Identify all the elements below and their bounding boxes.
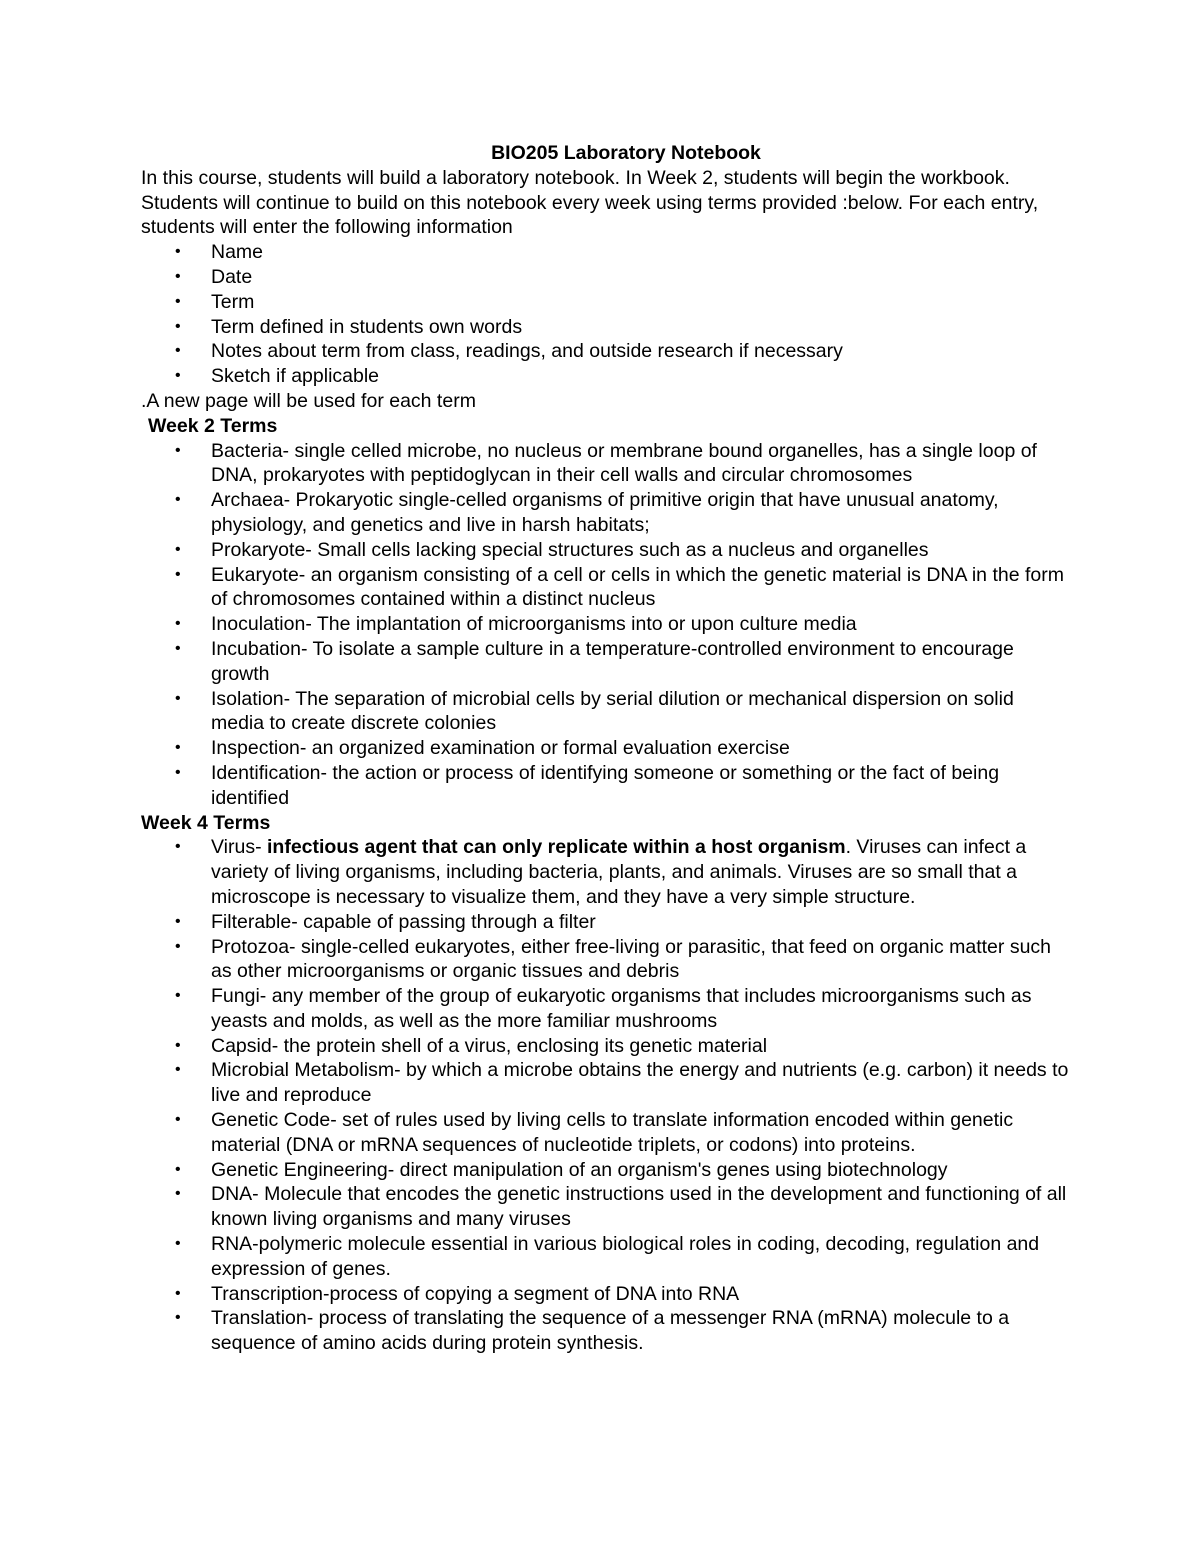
document-title: BIO205 Laboratory Notebook [491,142,761,164]
week4-terms-list [141,835,1071,1356]
list-item-text: RNA-polymeric molecule essential in various biological roles in coding, decoding, regulation and expression of genes. [211,1233,1040,1280]
list-item [175,290,1071,315]
bullet-icon: • [175,763,181,781]
bullet-icon: • [175,1160,181,1178]
list-item [175,1306,1071,1356]
bullet-icon: • [175,739,181,757]
week2-heading: Week 2 Terms [148,414,278,437]
bullet-icon: • [175,292,181,310]
list-item-text: Transcription-process of copying a segment of DNA into RNA [211,1282,740,1305]
list-item [175,1108,1071,1158]
page-note: .A new page will be used for each term [141,389,476,412]
bullet-icon: • [175,937,181,955]
list-item [175,637,1071,687]
list-item [175,439,1071,489]
list-item [175,563,1071,613]
list-item [175,265,1071,290]
bullet-icon: • [175,243,181,261]
bullet-icon: • [175,1309,181,1327]
bullet-icon: • [175,987,181,1005]
bullet-icon: • [175,342,181,360]
list-item-text: Bacteria- single celled microbe, no nucleus or membrane bound organelles, has a single loop of DNA, prokaryotes with peptidoglycan in their cell walls and circular chromosomes [211,439,1037,487]
list-item [175,835,1071,909]
list-item-text: Genetic Code- set of rules used by living cells to translate information encoded within genetic material (DNA or mRNA sequences of nucleotide triplets, or codons) into proteins. [211,1109,1014,1156]
bullet-icon: • [175,838,181,856]
bullet-icon: • [175,1284,181,1302]
list-item [175,1058,1071,1108]
list-item [175,240,1071,265]
list-item [175,339,1071,364]
bullet-icon: • [175,540,181,558]
bullet-icon: • [175,1235,181,1253]
list-item-text: Microbial Metabolism- by which a microbe obtains the energy and nutrients (e.g. carbon) it needs to live and reproduce [211,1059,1069,1107]
bullet-icon: • [175,1111,181,1129]
list-item [175,761,1071,811]
list-item [175,736,1071,761]
list-item-text: Identification- the action or process of identifying someone or something or the fact of being identified [211,761,1000,809]
bullet-icon: • [175,1061,181,1079]
list-item-text: Name [211,241,264,264]
list-item [175,984,1071,1034]
list-item [175,538,1071,563]
list-item-text: Incubation- To isolate a sample culture in a temperature-controlled environment to encourage growth [211,637,1014,685]
bullet-icon: • [175,689,181,707]
intro-paragraph: In this course, students will build a laboratory notebook. In Week 2, students will begin the workbook. Students will continue to build on this notebook every week using terms provided :below. For each entry, students will enter the following information [141,166,1039,239]
list-item-text: Protozoa- single-celled eukaryotes, either free-living or parasitic, that feed on organic matter such as other microorganisms or organic tissues and debris [211,935,1052,983]
bullet-icon: • [175,317,181,335]
list-item [175,1282,1071,1307]
bullet-icon: • [175,912,181,930]
entry-fields-list [141,240,1071,389]
list-item-text: Genetic Engineering- direct manipulation of an organism's genes using biotechnology [211,1158,948,1181]
list-item [175,1034,1071,1059]
list-item [175,910,1071,935]
virus-term-prefix: Virus- [211,836,267,859]
virus-term-bold: infectious agent that can only replicate within a host organism [267,836,846,859]
list-item-text: Term defined in students own words [211,315,523,338]
bullet-icon: • [175,491,181,509]
list-item [175,1158,1071,1183]
list-item [175,1232,1071,1282]
bullet-icon: • [175,267,181,285]
list-item-text: DNA- Molecule that encodes the genetic instructions used in the development and functioning of all known living organisms and many viruses [211,1183,1067,1231]
list-item-text: Archaea- Prokaryotic single-celled organisms of primitive origin that have unusual anatomy, physiology, and genetics and live in harsh habitats; [211,489,999,536]
bullet-icon: • [175,441,181,459]
document-page [141,141,1071,1356]
list-item-text: Isolation- The separation of microbial cells by serial dilution or mechanical dispersion on solid media to create discrete colonies [211,687,1014,735]
list-item-text: Capsid- the protein shell of a virus, enclosing its genetic material [211,1034,768,1057]
list-item [175,1182,1071,1232]
list-item [175,364,1071,389]
list-item-text: Date [211,265,253,288]
virus-term-rest: . Viruses can infect a variety of living organisms, including bacteria, plants, and animals. Viruses are so small that a microscope is necessary to visualize them, and they have a very simple structure. [211,836,1027,908]
bullet-icon: • [175,639,181,657]
list-item [175,315,1071,340]
week4-heading: Week 4 Terms [141,811,271,834]
list-item-text: Inoculation- The implantation of microorganisms into or upon culture media [211,613,857,636]
list-item-text: Term [211,290,255,313]
list-item-text: Fungi- any member of the group of eukaryotic organisms that includes microorganisms such as yeasts and molds, as well as the more familiar mushrooms [211,985,1032,1032]
bullet-icon: • [175,1036,181,1054]
bullet-icon: • [175,565,181,583]
list-item [175,687,1071,737]
list-item-text: Prokaryote- Small cells lacking special structures such as a nucleus and organelles [211,538,929,561]
bullet-icon: • [175,615,181,633]
bullet-icon: • [175,1185,181,1203]
list-item-text: Inspection- an organized examination or formal evaluation exercise [211,737,790,760]
list-item [175,488,1071,538]
list-item-text: Sketch if applicable [211,365,380,388]
list-item-text: Eukaryote- an organism consisting of a cell or cells in which the genetic material is DNA in the form of chromosomes contained within a distinct nucleus [211,563,1064,611]
list-item [175,612,1071,637]
list-item-text: Translation- process of translating the sequence of a messenger RNA (mRNA) molecule to a sequence of amino acids during protein synthesis. [211,1307,1010,1355]
list-item-text: Filterable- capable of passing through a filter [211,910,596,933]
bullet-icon: • [175,367,181,385]
week2-terms-list [141,439,1071,811]
list-item [175,935,1071,985]
list-item-text: Notes about term from class, readings, and outside research if necessary [211,340,843,363]
